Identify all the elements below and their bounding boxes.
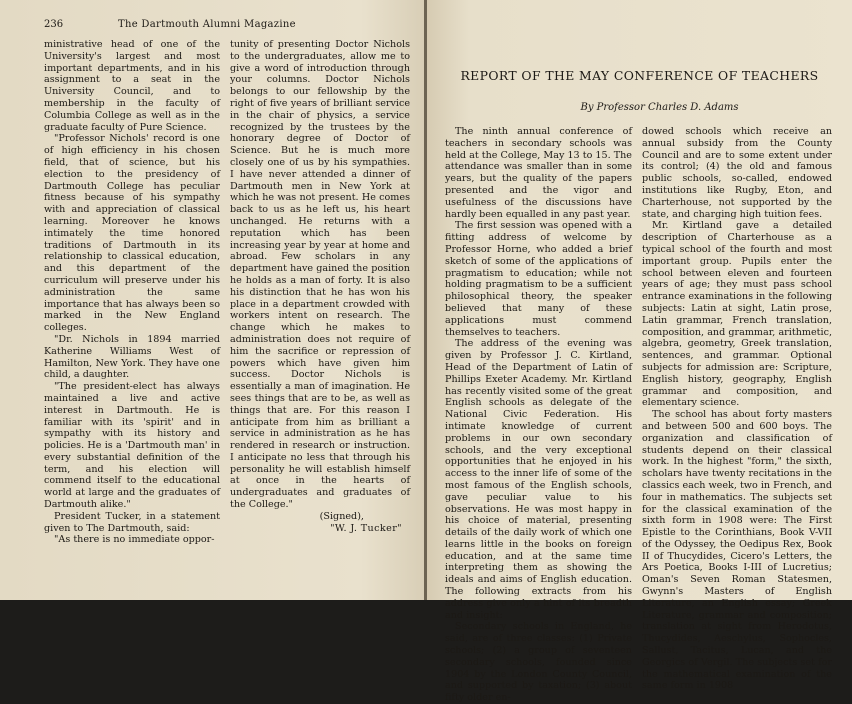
signature: "W. J. Tucker"	[330, 522, 402, 534]
paragraph: "The president-elect has always maintained a live and active interest in Dartmouth. He is familiar with its 'spirit' and in sympathy with its history and policies. He is a 'Dartmouth man' in every substantial definition of the term, and his election will commend itself to the educational world at large and the graduates of Dartmouth alike."	[44, 381, 220, 511]
page-number: 236	[44, 19, 64, 30]
right-column-1	[445, 126, 632, 704]
left-page	[0, 0, 425, 600]
signed-label: (Signed),	[319, 510, 364, 522]
paragraph: The ninth annual conference of teachers in secondary schools was held at the College, May 13 to 15. The attendance was smaller than in some years, but the quality of the papers presented and the vigor and usefulness of the discussions have hardly been equalled in any past year.	[445, 126, 632, 220]
paragraph: The first session was opened with a fitting address of welcome by Professor Horne, who added a brief sketch of some of the applications of pragmatism to education; while not holding pragmatism to be a sufficient philosophical theory, the speaker believed that many of these applications must commend themselves to teachers.	[445, 220, 632, 338]
article-title: REPORT OF THE MAY CONFERENCE OF TEACHERS	[460, 68, 819, 83]
paragraph: Mr. Kirtland gave a detailed description of Charterhouse as a typical school of the fourth and most important group. Pupils enter the school between eleven and fourteen years of age; they must pass school entrance examinations in the following subjects: Latin at sight, Latin prose, Latin grammar, French translation, composition, and grammar, arithmetic, algebra, geometry, Greek translation, sentences, and grammar. Optional subjects for admission are: Scripture, English history, geography, English grammar and composition, and elementary science.	[642, 220, 832, 409]
paragraph: The address of the evening was given by Professor J. C. Kirtland, Head of the Department of Latin of Phillips Exeter Academy. Mr. Kirtland has recently visited some of the great English schools as delegate of the National Civic Federation. His intimate knowledge of current problems in our own secondary schools, and the very exceptional opportunities that he enjoyed in his access to the inner life of some of the most famous of the English schools, gave peculiar value to his observations. He was most happy in his choice of material, presenting details of the daily work of which one learns little in the books on foreign education, and at the same time interpreting them as showing the ideals and aims of English education. The following extracts from his address give only a hint of its breadth and insight:	[445, 338, 632, 621]
left-column-2	[230, 39, 410, 534]
right-column-2	[642, 126, 832, 692]
magazine-title: The Dartmouth Alumni Magazine	[118, 19, 296, 30]
article-byline: By Professor Charles D. Adams	[580, 102, 739, 113]
paragraph: Secondary schools in England, he said, are of three classes: (1) Private schools; (2) a group of seventeen secondary schools, founded since 1904 by the London County Council, and supported by taxation; (3) about fifty older en-	[445, 621, 632, 704]
paragraph: President Tucker, in a statement given to The Dartmouth, said:	[44, 510, 220, 534]
paragraph: ministrative head of one of the University's largest and most important departments, and in his assignment to a seat in the University Council, and to membership in the faculty of Columbia College as well as in the graduate faculty of Pure Science.	[44, 39, 220, 133]
paragraph: "Dr. Nichols in 1894 married Katherine Williams West of Hamilton, New York. They have one child, a daughter.	[44, 333, 220, 381]
paragraph: The school has about forty masters and between 500 and 600 boys. The organization and classification of students depend on their classical work. In the highest "form," the sixth, scholars have twenty recitations in the classics each week, two in French, and four in mathematics. The subjects set for the classical examination of the sixth form in 1908 were: The First Epistle to the Corinthians, Book V-VII of the Odyssey, the Oedipus Rex, Book II of Thucydides, Cicero's Letters, the Ars Poetica, Books I-III of Lucretius; Oman's Seven Roman Statesmen, Gwynn's Masters of English Literature, an English essay; Greek Literature, grammar and composition; translation at sight from Herodotus, Thucydides, Aeschylus, Sophocles, Sallust, Tacitus, Lucan, and the Georgics of Vergil. The subjects set for the mathematical examination of the same form in 1908	[642, 409, 832, 692]
right-page	[427, 0, 852, 704]
paragraph: "As there is no immediate oppor-	[54, 534, 215, 546]
paragraph: dowed schools which receive an annual subsidy from the County Council and are to some extent under its control; (4) the old and famous public schools, so-called, endowed institutions like Rugby, Eton, and Charterhouse, not supported by the state, and charging high tuition fees.	[642, 126, 832, 220]
left-column-1	[44, 39, 220, 546]
paragraph: "Professor Nichols' record is one of high efficiency in his chosen field, that of science, but his election to the presidency of Dartmouth College has peculiar fitness because of his sympathy with and appreciation of classical learning. Moreover he knows intimately the time honored traditions of Dartmouth in its relationship to classical education, and this department of the curriculum will preserve under his administration the same importance that has always been so marked in the New England colleges.	[44, 133, 220, 334]
paragraph: tunity of presenting Doctor Nichols to the undergraduates, allow me to give a word of introduction through your columns. Doctor Nichols belongs to our fellowship by the right of five years of brilliant service in the chair of physics, a service recognized by the trustees by the honorary degree of Doctor of Science. But he is much more closely one of us by his sympathies. I have never attended a dinner of Dartmouth men in New York at which he was not present. He comes back to us as he left us, his heart unchanged. He returns with a reputation which has been increasing year by year at home and abroad. Few scholars in any department have gained the position he holds as a man of forty. It is also his distinction that he has won his place in a department crowded with workers intent on research. The change which he makes to administration does not require of him the sacrifice or repression of powers which have given him success. Doctor Nichols is essentially a man of imagination. He sees things that are to be, as well as things that are. For this reason I anticipate from him as brilliant a service in administration as he has rendered in research or instruction. I anticipate no less that through his personality he will establish himself at once in the hearts of undergraduates and graduates of the College."	[230, 39, 410, 511]
